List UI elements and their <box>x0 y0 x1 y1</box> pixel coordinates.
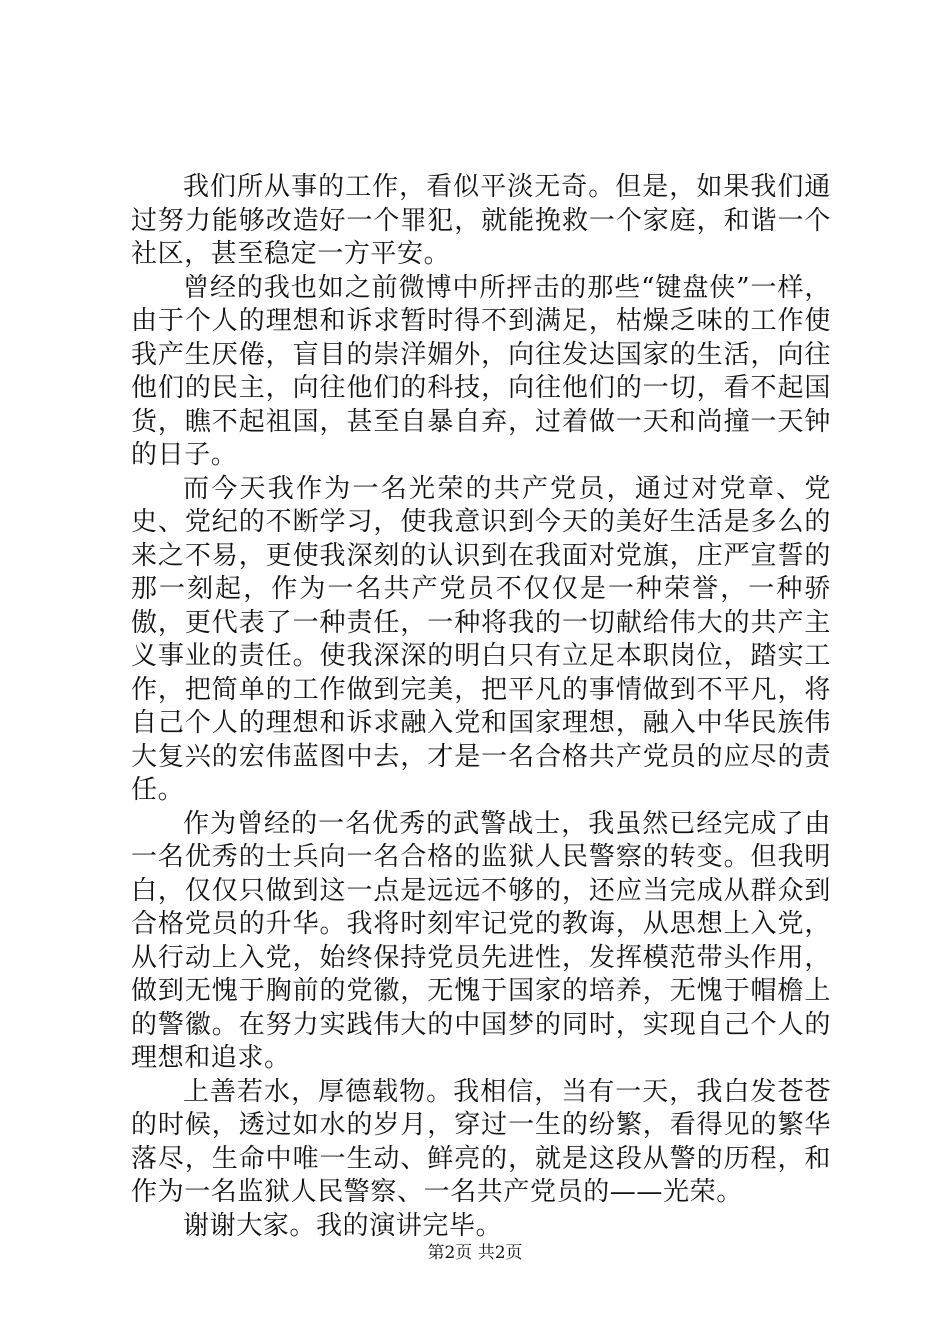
page-number-footer: 第2页 共2页 <box>427 1243 523 1263</box>
document-body <box>131 171 831 1243</box>
paragraph-4: 作为曾经的一名优秀的武警战士，我虽然已经完成了由一名优秀的士兵向一名合格的监狱人民警察的转变。但我明白，仅仅只做到这一点是远远不够的，还应当完成从群众到合格党员的升华。我将时刻牢记党的教诲，从思想上入党，从行动上入党，始终保持党员先进性，发挥模范带头作用，做到无愧于胸前的党徽，无愧于国家的培养，无愧于帽檐上的警徽。在努力实践伟大的中国梦的同时，实现自己个人的理想和追求。 <box>131 808 831 1073</box>
paragraph-3: 而今天我作为一名光荣的共产党员，通过对党章、党史、党纪的不断学习，使我意识到今天的美好生活是多么的来之不易，更使我深刻的认识到在我面对党旗，庄严宣誓的那一刻起，作为一名共产党员不仅仅是一种荣誉，一种骄傲，更代表了一种责任，一种将我的一切献给伟大的共产主义事业的责任。使我深深的明白只有立足本职岗位，踏实工作，把简单的工作做到完美，把平凡的事情做到不平凡，将自己个人的理想和诉求融入党和国家理想，融入中华民族伟大复兴的宏伟蓝图中去，才是一名合格共产党员的应尽的责任。 <box>131 473 831 805</box>
paragraph-6: 谢谢大家。我的演讲完毕。 <box>183 1210 503 1241</box>
paragraph-1: 我们所从事的工作，看似平淡无奇。但是，如果我们通过努力能够改造好一个罪犯，就能挽救一个家庭，和谐一个社区，甚至稳定一方平安。 <box>131 172 831 269</box>
paragraph-5: 上善若水，厚德载物。我相信，当有一天，我白发苍苍的时候，透过如水的岁月，穿过一生的纷繁，看得见的繁华落尽，生命中唯一生动、鲜亮的，就是这段从警的历程，和作为一名监狱人民警察、一名共产党员的——光荣。 <box>131 1076 831 1207</box>
paragraph-2: 曾经的我也如之前微博中所抨击的那些“键盘侠”一样，由于个人的理想和诉求暂时得不到满足，枯燥乏味的工作使我产生厌倦，盲目的崇洋媚外，向往发达国家的生活，向往他们的民主，向往他们的科技，向往他们的一切，看不起国货，瞧不起祖国，甚至自暴自弃，过着做一天和尚撞一天钟的日子。 <box>131 272 831 470</box>
